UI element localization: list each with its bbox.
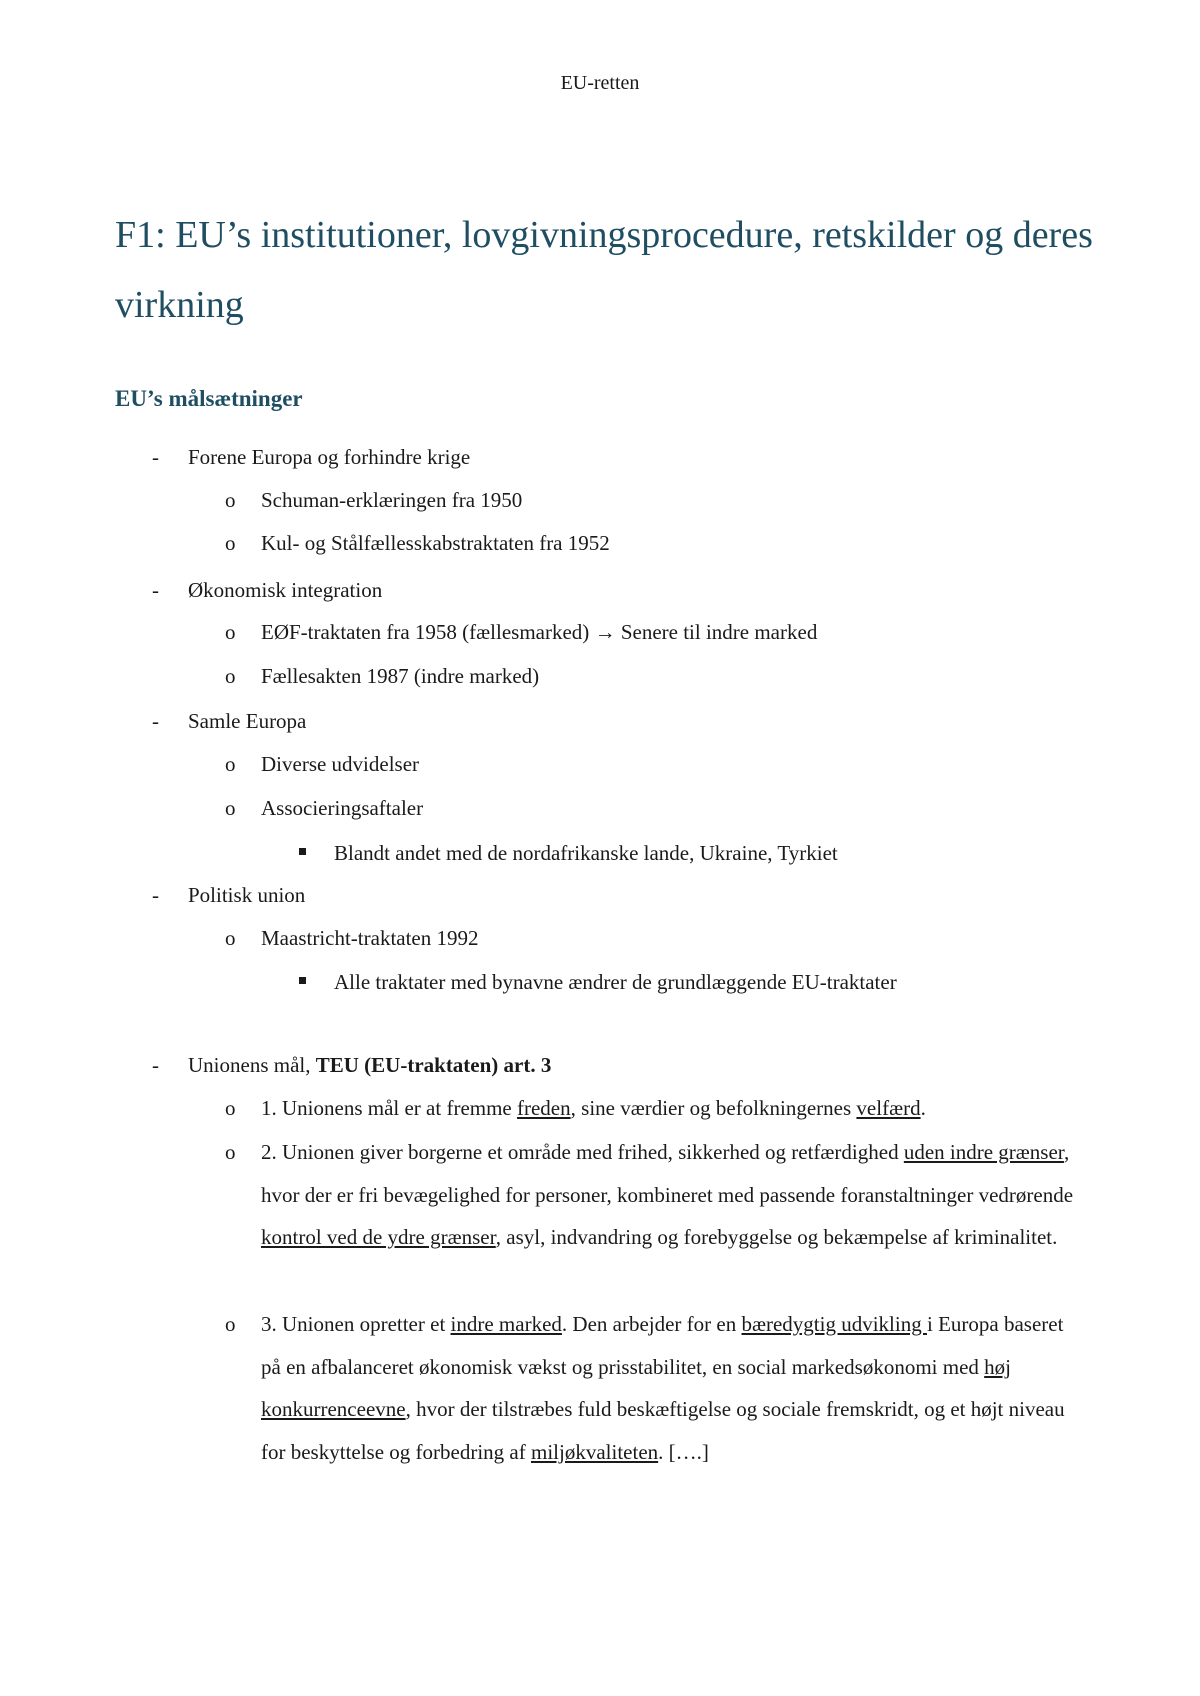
dash-bullet: - (152, 578, 159, 602)
paragraph-text: 2. Unionen giver borgerne et område med frihed, sikkerhed og retfærdighed (261, 1140, 904, 1164)
arrow-right-icon: → (594, 620, 616, 644)
list-item: Samle Europa (188, 709, 307, 733)
list-subitem: Schuman-erklæringen fra 1950 (261, 488, 523, 512)
list-subitem-text: EØF-traktaten fra 1958 (fællesmarked) (261, 620, 590, 644)
paragraph-text: . Den arbejder for en (561, 1312, 742, 1336)
circle-bullet: o (225, 752, 236, 776)
list-subsubitem: Alle traktater med bynavne ændrer de grundlæggende EU-traktater (334, 970, 897, 994)
underlined-term: indre marked (450, 1312, 562, 1336)
list-subitem: Maastricht-traktaten 1992 (261, 926, 479, 950)
underlined-term: kontrol ved de ydre grænser (261, 1225, 496, 1249)
circle-bullet: o (225, 1140, 236, 1164)
paragraph-text: . [….] (658, 1439, 709, 1464)
circle-bullet: o (225, 926, 236, 950)
article-paragraph-1 (261, 1087, 1081, 1130)
paragraph-text: 1. Unionens mål er at fremme (261, 1096, 517, 1120)
list-subitem: Kul- og Stålfællesskabstraktaten fra 1952 (261, 531, 610, 555)
circle-bullet: o (225, 1096, 236, 1120)
circle-bullet: o (225, 664, 236, 688)
list-subitem: Fællesakten 1987 (indre marked) (261, 664, 540, 688)
paragraph-text: , asyl, indvandring og forebyggelse og bekæmpelse af kriminalitet. (495, 1225, 1058, 1249)
list-item: Politisk union (188, 883, 306, 907)
list-subitem-text: Senere til indre marked (620, 620, 818, 644)
paragraph-text: . (920, 1096, 926, 1120)
document-title: F1: EU’s institutioner, lovgivningsprocedure, retskilder og deres virkning (115, 214, 1093, 326)
article-paragraph-2 (261, 1131, 1081, 1259)
list-item: Forene Europa og forhindre krige (188, 445, 471, 469)
paragraph-text: , hvor der tilstræbes fuld beskæftigelse og sociale fremskridt, og et højt niveau for beskyttelse og forbedring af (261, 1397, 1065, 1464)
underlined-term: bæredygtig udvikling (741, 1312, 927, 1336)
underlined-term: uden indre grænser (903, 1140, 1064, 1164)
list-subsubitem: Blandt andet med de nordafrikanske lande, Ukraine, Tyrkiet (334, 841, 838, 865)
paragraph-text: , sine værdier og befolkningernes (570, 1096, 857, 1120)
circle-bullet: o (225, 1312, 236, 1336)
treaty-reference: TEU (EU-traktaten) art. 3 (315, 1053, 552, 1077)
list-item: Økonomisk integration (188, 578, 383, 602)
list-item (188, 1053, 551, 1077)
underlined-term: miljøkvaliteten (531, 1439, 659, 1464)
underlined-term: freden (517, 1096, 571, 1120)
section-heading: EU’s målsætninger (115, 386, 303, 411)
circle-bullet: o (225, 531, 236, 555)
dash-bullet: - (152, 883, 159, 907)
underlined-term: høj konkurrenceevne (261, 1354, 1012, 1421)
dash-bullet: - (152, 445, 159, 469)
list-item-text: Unionens mål, (188, 1053, 316, 1077)
circle-bullet: o (225, 796, 236, 820)
dash-bullet: - (152, 1053, 159, 1077)
list-subitem: Diverse udvidelser (261, 752, 420, 776)
square-bullet (299, 848, 306, 855)
paragraph-text: i Europa baseret på en afbalanceret økonomisk vækst og prisstabilitet, en social markedsøkonomi med (261, 1312, 1064, 1379)
underlined-term: velfærd (856, 1096, 921, 1120)
running-header: EU-retten (560, 72, 640, 94)
circle-bullet: o (225, 620, 236, 644)
paragraph-text: 3. Unionen opretter et (261, 1312, 451, 1336)
dash-bullet: - (152, 709, 159, 733)
circle-bullet: o (225, 488, 236, 512)
square-bullet (299, 977, 306, 984)
paragraph-text: , hvor der er fri bevægelighed for personer, kombineret med passende foranstaltninger vedrørende (261, 1140, 1074, 1207)
article-paragraph-3 (261, 1303, 1081, 1473)
list-subitem: Associeringsaftaler (261, 796, 424, 820)
list-subitem (261, 620, 817, 644)
